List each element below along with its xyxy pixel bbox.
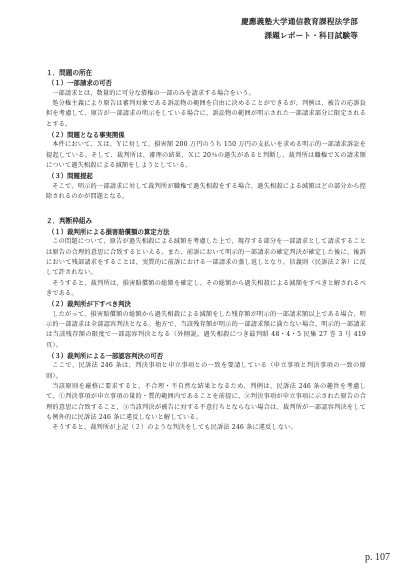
section-2-paragraph-4: ここで、民訴法 246 条は、判決事項と申立事項との一致を要請している（申立事項と判決事項の一致の原則）。: [46, 362, 366, 380]
section-1-sub-2-title: （２）問題となる事実関係: [48, 131, 125, 140]
section-2-paragraph-5: 当該原則を厳格に要求すると、不合理・不自然な結果となるため、判例は、民訴法 246 条の趣旨を考慮して、①判決事項が申立事項の量的・質的範囲内であることを前提に、②判決事項が申立事項に示された原告の合理的意思に合致すること、③当該判決が被告に対する不意打ちとならない場合は、裁判所が一部認容判決をしても例外的に民訴法 246 条に違反しないと解している。: [46, 382, 366, 421]
section-2-paragraph-1: この問題について、原告が過失相殺による減額を考慮した上で、現存する部分を一部請求として請求することは原告の合理的意思に合致するといえる。また、前訴において明示的一部請求の確定判決が確定した後に、後訴において残部請求をすることは、実質的に前訴における一部請求の蒸し返しとなり、信義則（民訴法２条）に反して許されない。: [46, 238, 366, 277]
section-gap: [46, 202, 366, 216]
section-1-paragraph-1: 一部請求とは、数量的に可分な債権の一部のみを請求する場合をいう。: [52, 89, 255, 97]
section-2-sub-1-title: （１）裁判所による損害賠償額の算定方法: [48, 227, 170, 236]
section-1-title: １．問題の所在: [46, 69, 93, 77]
section-2-paragraph-2: そうすると、裁判所は、損害賠償額の総額を確定し、その総額から過失相殺による減額をすべきと解されるべきである。: [46, 279, 366, 297]
section-2-paragraph-6: そうすると、裁判所が上記（２）のような判決をしても民訴法 246 条に違反しない。: [52, 424, 297, 432]
section-2-sub-2-title: （２）裁判所が下すべき判決: [48, 300, 131, 309]
section-2-paragraph-3: したがって、損害賠償額の総額から過失相殺による減額をした残存額が明示的一部請求額以上である場合、明示的一部請求は全部認容判決となる。他方で、当該残存額が明示的一部請求額に満たない場合、明示的一部請求は当該残存額の限度で一部認容判決となる（外側説。過失相殺につき最判昭 48・4・5 民集 27 巻 3 号 419 頁）。: [46, 310, 366, 349]
section-2-sub-3-title: （３）裁判所による一部認容判決の可否: [48, 351, 164, 360]
section-1-paragraph-3: 本件において、Ｘは、Ｙに対して、損害額 200 万円のうち 150 万円の支払いを求める明示的一部請求訴訟を提起している。そして、裁判所は、審理の結果、Ｘに 20％の過失があると判断し、裁判所は職権でＸの請求額について過失相殺による減額をしようとしている。: [46, 141, 366, 170]
page-number: p. 107: [365, 552, 390, 563]
section-2-title: ２．判断枠組み: [46, 217, 93, 226]
document-body: [46, 68, 366, 434]
header-document-type: 課題レポート・科目試験等: [264, 31, 358, 40]
section-1-paragraph-2: 処分権主義により原告は審判対象である訴訟物の範囲を自由に決めることができるが、判例は、被告の応訴負担を考慮して、原告が一部請求の明示をしている場合に、訴訟物の範囲が明示された一部請求部分に限定されるとする。: [46, 100, 366, 128]
section-1-sub-3-title: （３）問題提起: [48, 172, 93, 181]
section-1-paragraph-4: そこで、明示的一部請求に対して裁判所が職権で過失相殺をする場合、過失相殺による減額はどの部分から控除されるのかが問題となる。: [46, 182, 366, 201]
section-1-sub-1-title: （１）一部請求の可否: [48, 79, 112, 88]
header-institution: 慶應義塾大学通信教育課程法学部: [241, 17, 358, 26]
